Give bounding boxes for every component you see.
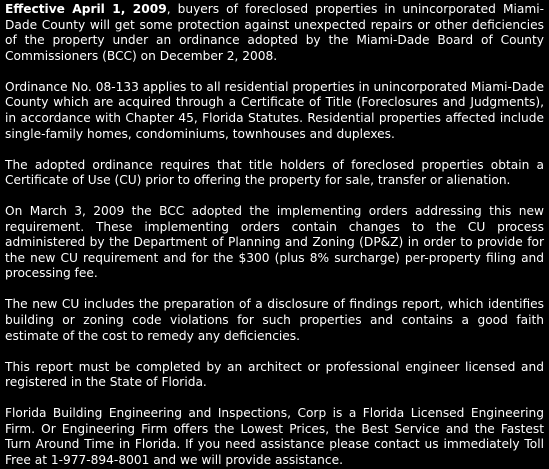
effective-date-lead: Effective April 1, 2009 — [5, 2, 167, 16]
paragraph-engineer-requirement: This report must be completed by an architect or professional engineer licensed and registered in the State of Florida. — [5, 359, 544, 390]
paragraph-effective-date — [5, 2, 544, 64]
paragraph-ordinance: Ordinance No. 08-133 applies to all residential properties in unincorporated Miami-Dade County which are acquired through a Certificate of Title (Foreclosures and Judgments), in accordance with Chapter 45, Florida Statutes. Residential properties affected include single-family homes, condominiums, townhouses and duplexes. — [5, 79, 544, 141]
paragraph-certificate-of-use: The adopted ordinance requires that title holders of foreclosed properties obtain a Certificate of Use (CU) prior to offering the property for sale, transfer or alienation. — [5, 157, 544, 188]
paragraph-implementing-orders: On March 3, 2009 the BCC adopted the implementing orders addressing this new requirement. These implementing orders contain changes to the CU process administered by the Department of Planning and Zoning (DP&Z) in order to provide for the new CU requirement and for the $300 (plus 8% surcharge) per-property filing and processing fee. — [5, 204, 544, 281]
paragraph-disclosure-report: The new CU includes the preparation of a disclosure of findings report, which identifies building or zoning code violations for such properties and contains a good faith estimate of the cost to remedy any deficiencies. — [5, 297, 544, 343]
paragraph-contact: Florida Building Engineering and Inspections, Corp is a Florida Licensed Engineering Firm. Or Engineering Firm offers the Lowest Prices, the Best Service and the Fastest Turn Around Time in Florida. If you need assistance please contact us immediately Toll Free at 1-977-894-8001 and we will provide assistance. — [5, 406, 544, 467]
paragraph-1-text: , buyers of foreclosed properties in unincorporated Miami-Dade County will get some protection against unexpected repairs or other deficiencies of the property under an ordinance adopted by the Miami-Dade Board of County Commissioners (BCC) on December 2, 2008. — [5, 2, 544, 63]
